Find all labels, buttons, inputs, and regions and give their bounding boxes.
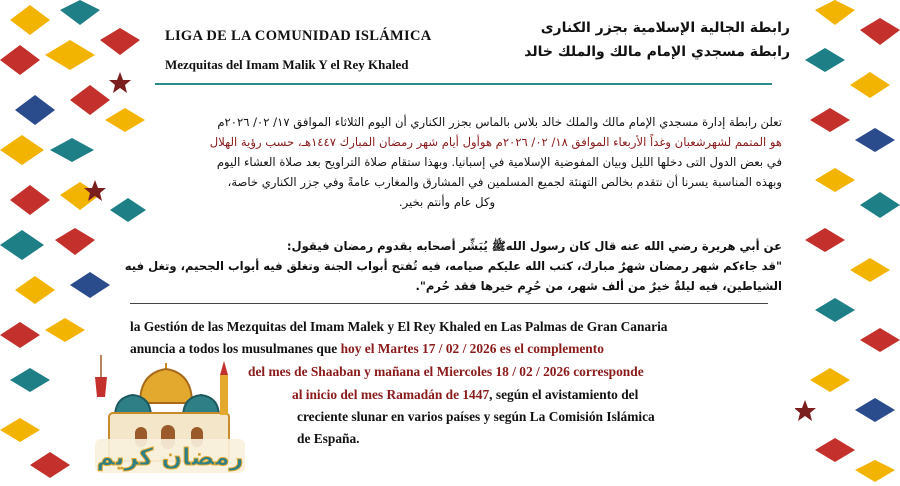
es-line-5: creciente slunar en varios países y según La Comisión Islámica [297,409,655,424]
hadith-line-1: عن أبي هريرة رضي الله عنه قال كان رسول اللهﷺ يُبَشِّر أصحابه بقدوم رمضان فيقول: [286,239,782,253]
header-divider [155,83,772,85]
es-line-4a: al inicio del mes Ramadán de 1447 [292,387,490,402]
ramadan-kareem-calligraphy: رمضان كريم [96,443,244,471]
ar-line-1: تعلن رابطة إدارة مسجدي الإمام مالك والملك خالد بلاس بالماس بجزر الكناري أن اليوم الثلاثاء الموافق ١٧/ ٠٢/ ٢٠٢٦م [217,115,782,129]
es-line-1: la Gestión de las Mezquitas del Imam Malek y El Rey Khaled en Las Palmas de Gran Canaria [130,319,668,334]
es-line-4b: , según el avistamiento del [489,387,639,402]
ar-line-2: هو المتمم لشهرشعبان وغداً الأربعاء الموافق ١٨/ ٠٢/ ٢٠٢٦م هوأول أيام شهر رمضان المبارك ١٤٤٧هـ، حسب رؤية الهلال [209,135,782,149]
arabic-announcement [112,112,782,212]
org-subtitle-ar: رابطة مسجدي الإمام مالك والملك خالد [524,44,790,60]
es-line-2a: anuncia a todos los musulmanes que [130,341,341,356]
org-subtitle-es: Mezquitas del Imam Malik Y el Rey Khaled [165,57,409,72]
es-line-6: de España. [297,431,360,446]
ar-line-5: وكل عام وأنتم بخير. [398,195,496,209]
arabic-hadith [112,236,782,296]
es-line-4 [292,384,638,407]
header-spanish [165,28,432,73]
ar-line-4: وبهذه المناسبة يسرنا أن نتقدم بخالص التهنئة لجميع المسلمين في المشارق والمغارب عامةً وفي جزر الكناري خاصة، [227,175,782,189]
ramadan-kareem-illustration [95,355,265,486]
header-arabic [524,20,790,60]
org-title-es: LIGA DE LA COMUNIDAD ISLÁMICA [165,28,432,44]
lantern-icon [95,355,107,397]
hadith-line-3: الشياطين، فيه ليلةٌ خيرٌ من ألف شهر، من حُرِم خيرها فقد حُرم". [415,279,782,293]
right-decorative-pattern [795,0,900,482]
hadith-line-2: "قد جاءكم شهر رمضان شهرٌ مبارك، كتب الله عليكم صيامه، فيه تُفتح أبواب الجنة وتغلق فيه أبواب الجحيم، وتغل فيه [124,259,782,273]
es-line-2b: hoy el Martes 17 / 02 / 2026 es el complemento [340,341,604,356]
org-title-ar: رابطة الجالية الإسلامية بجزر الكنارى [540,20,790,36]
es-line-3: del mes de Shaaban y mañana el Miercoles 18 / 02 / 2026 corresponde [248,364,644,379]
ar-line-3: في بعض الدول التى دخلها الليل وبيان المفوضية الإسلامية في إسبانيا. وبهذا ستقام صلاة التراويح بعد صلاة العشاء اليوم [216,155,782,169]
section-divider [130,303,768,304]
